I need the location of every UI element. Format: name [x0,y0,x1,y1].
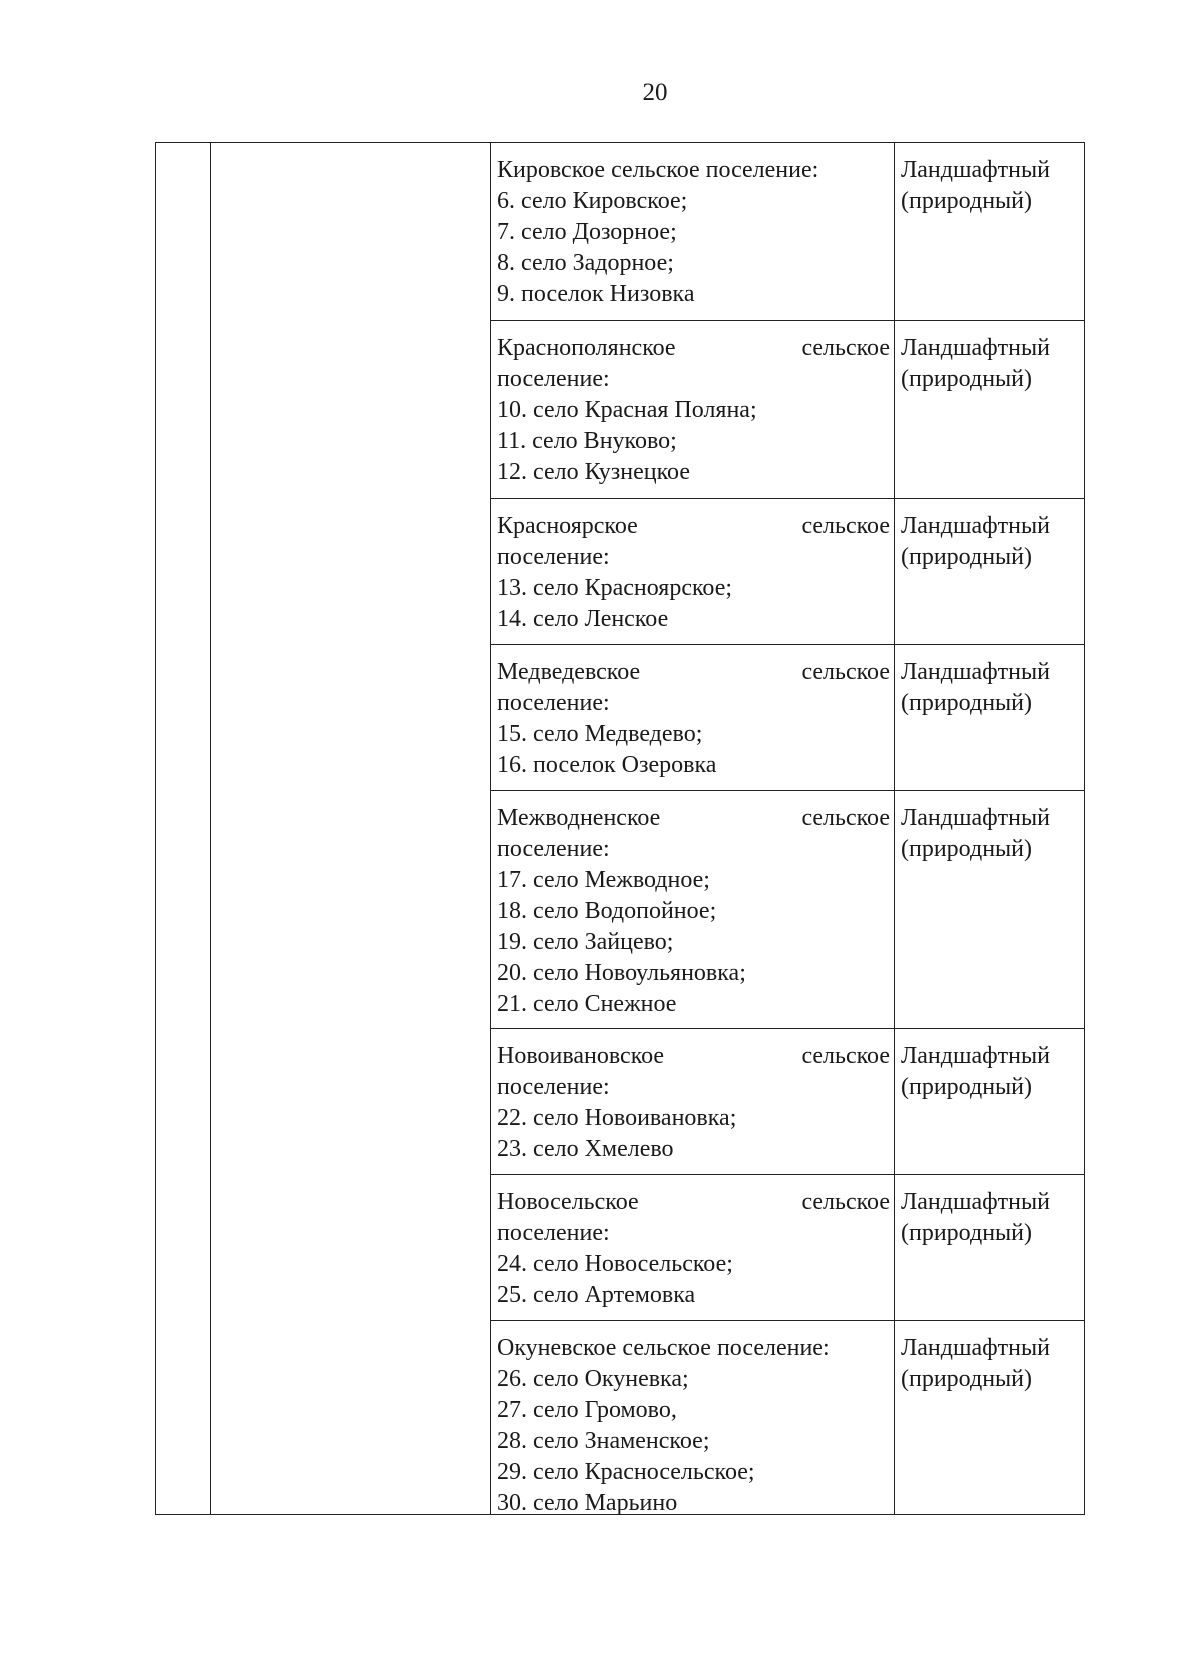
settlement-kind: сельское [801,1189,890,1215]
type-label: Ландшафтный [901,659,1050,685]
table-row [490,1175,1084,1321]
village-item: 25. село Артемовка [497,1282,696,1308]
settlement-heading-tail: поселение: [497,1074,610,1100]
village-item: 17. село Межводное; [497,867,710,893]
village-item: 11. село Внуково; [497,428,677,454]
settlement-cell [490,143,895,320]
settlement-name: Новосельское [497,1189,639,1215]
type-cell [895,1175,1084,1320]
settlement-cell [490,1321,895,1514]
settlement-heading-tail: поселение: [497,690,610,716]
settlement-kind: сельское [801,805,890,831]
type-cell [895,1321,1084,1514]
type-label: Ландшафтный [901,157,1050,183]
village-item: 21. село Снежное [497,991,677,1017]
column-divider-1 [210,143,211,1514]
type-qualifier: (природный) [901,188,1033,214]
table-row [490,499,1084,645]
settlement-heading: Кировское сельское поселение: [497,157,819,183]
village-item: 29. село Красносельское; [497,1459,755,1485]
village-item: 30. село Марьино [497,1490,678,1516]
village-item: 18. село Водопойное; [497,898,717,924]
table-row [490,645,1084,791]
type-label: Ландшафтный [901,805,1050,831]
village-item: 20. село Новоульяновка; [497,960,746,986]
settlement-cell [490,791,895,1028]
village-item: 22. село Новоивановка; [497,1105,737,1131]
settlement-cell [490,499,895,644]
village-item: 15. село Медведево; [497,721,703,747]
settlement-heading: Окуневское сельское поселение: [497,1335,830,1361]
village-item: 16. поселок Озеровка [497,752,717,778]
type-label: Ландшафтный [901,1335,1050,1361]
village-item: 24. село Новосельское; [497,1251,733,1277]
table-row [490,791,1084,1029]
village-item: 14. село Ленское [497,606,669,632]
village-item: 9. поселок Низовка [497,281,695,307]
settlement-heading [497,333,890,364]
type-cell [895,1029,1084,1174]
village-item: 12. село Кузнецкое [497,459,690,485]
village-item: 13. село Красноярское; [497,575,733,601]
type-qualifier: (природный) [901,1074,1033,1100]
village-item: 26. село Окуневка; [497,1366,689,1392]
type-label: Ландшафтный [901,1189,1050,1215]
village-item: 28. село Знаменское; [497,1428,710,1454]
settlement-heading [497,511,890,542]
settlement-kind: сельское [801,659,890,685]
settlement-name: Новоивановское [497,1043,665,1069]
type-qualifier: (природный) [901,544,1033,570]
village-item: 7. село Дозорное; [497,219,677,245]
type-qualifier: (природный) [901,366,1033,392]
type-qualifier: (природный) [901,690,1033,716]
type-cell [895,499,1084,644]
settlement-heading [497,1041,890,1072]
village-item: 6. село Кировское; [497,188,688,214]
settlement-cell [490,645,895,790]
table-row [490,1029,1084,1175]
type-label: Ландшафтный [901,335,1050,361]
settlement-name: Межводненское [497,805,661,831]
settlement-heading [497,803,890,834]
settlement-name: Медведевское [497,659,641,685]
village-item: 27. село Громово, [497,1397,677,1423]
table-row [490,321,1084,499]
table-row [490,1321,1084,1514]
settlement-name: Красноярское [497,513,638,539]
type-qualifier: (природный) [901,836,1033,862]
settlement-heading [497,1187,890,1218]
settlement-cell [490,1029,895,1174]
settlement-cell [490,1175,895,1320]
page-number: 20 [642,79,668,106]
settlement-heading-tail: поселение: [497,366,610,392]
settlement-name: Краснополянское [497,335,676,361]
type-label: Ландшафтный [901,513,1050,539]
settlement-heading [497,657,890,688]
settlement-heading-tail: поселение: [497,836,610,862]
village-item: 19. село Зайцево; [497,929,674,955]
village-item: 8. село Задорное; [497,250,674,276]
settlement-cell [490,321,895,498]
settlement-kind: сельское [801,335,890,361]
settlements-table [155,142,1085,1515]
type-qualifier: (природный) [901,1220,1033,1246]
type-cell [895,791,1084,1028]
village-item: 23. село Хмелево [497,1136,674,1162]
type-qualifier: (природный) [901,1366,1033,1392]
settlement-kind: сельское [801,1043,890,1069]
village-item: 10. село Красная Поляна; [497,397,757,423]
table-row [490,143,1084,321]
type-cell [895,143,1084,320]
settlement-kind: сельское [801,513,890,539]
settlement-heading-tail: поселение: [497,544,610,570]
settlement-heading-tail: поселение: [497,1220,610,1246]
type-cell [895,321,1084,498]
type-label: Ландшафтный [901,1043,1050,1069]
type-cell [895,645,1084,790]
